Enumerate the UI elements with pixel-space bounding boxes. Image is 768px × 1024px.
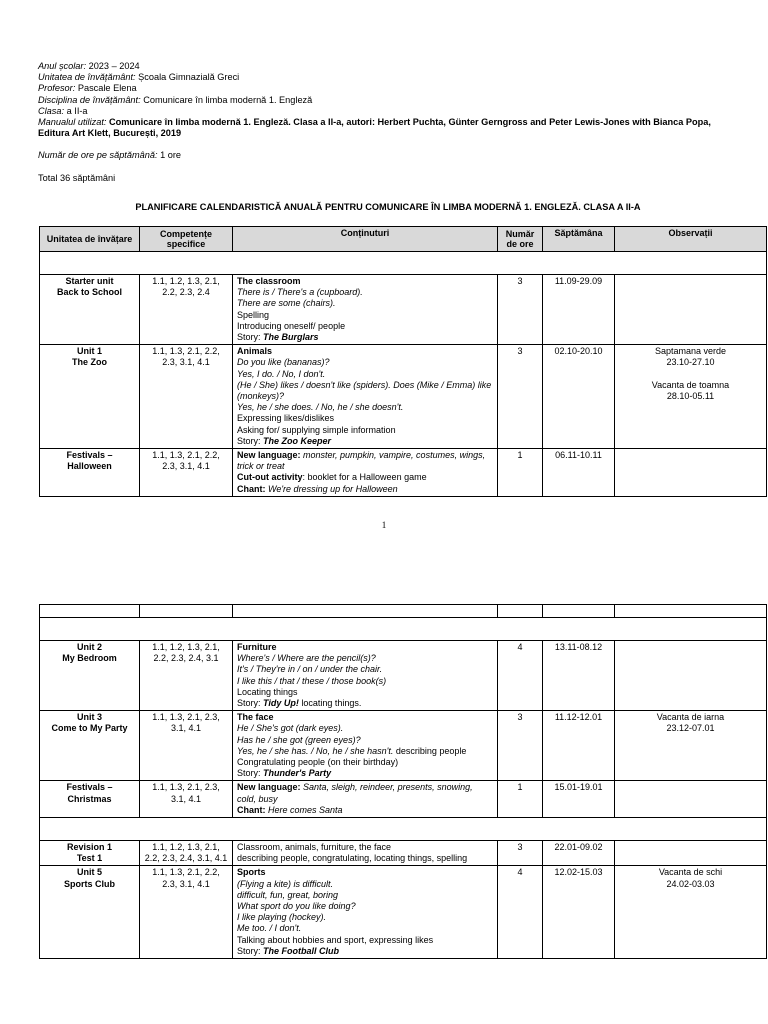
unit-name-line: Come to My Party <box>51 723 128 734</box>
table-row <box>40 711 767 781</box>
content-text: Classroom, animals, furniture, the face <box>237 842 392 853</box>
hours-cell: 4 <box>498 641 543 711</box>
contents-cell <box>233 641 498 711</box>
planning-table-page-1 <box>39 226 767 497</box>
content-text: Story: <box>237 435 264 446</box>
content-text: Story: <box>237 945 264 956</box>
observations-cell <box>615 641 767 711</box>
content-text: Animals <box>237 346 273 357</box>
content-text: Thunder's Party <box>263 768 332 779</box>
observations-cell <box>615 449 767 497</box>
table-row <box>40 866 767 959</box>
contents-cell <box>233 275 498 345</box>
hours-cell: 3 <box>498 345 543 449</box>
content-text: Chant: <box>237 804 268 815</box>
content-text: Yes, he / she does. / No, he / she doesn't. <box>237 402 404 413</box>
week-cell: 11.09-29.09 <box>543 275 615 345</box>
content-text: monster, pumpkin, vampire, costumes, wings, trick or treat <box>237 450 486 472</box>
content-text: Story: <box>237 698 264 709</box>
hours-cell: 1 <box>498 449 543 497</box>
content-text: Santa, sleigh, reindeer, presents, snowing, cold, busy <box>237 782 473 804</box>
content-line <box>237 380 493 402</box>
content-text: locating things. <box>298 698 362 709</box>
unit-name-line: Starter unit <box>65 276 114 286</box>
content-text: There are some (chairs). <box>237 298 336 309</box>
unit-name-line: Unit 2 <box>76 642 102 652</box>
document-header <box>38 61 738 184</box>
content-text: Do you like (bananas)? <box>237 357 330 368</box>
table-row <box>40 781 767 818</box>
content-text: Furniture <box>237 642 277 652</box>
unit-name-line: My Bedroom <box>62 653 117 664</box>
content-line <box>237 867 493 878</box>
content-text: He / She's got (dark eyes). <box>237 723 344 734</box>
content-text: The Burglars <box>263 332 319 343</box>
content-line <box>237 413 493 424</box>
unit-cell <box>40 841 140 866</box>
hours-cell: 3 <box>498 841 543 866</box>
document-title: PLANIFICARE CALENDARISTICĂ ANUALĂ PENTRU COMUNICARE ÎN LIMBA MODERNĂ 1. ENGLEZĂ. CLASA A II-A <box>135 202 641 212</box>
content-line <box>237 369 493 380</box>
content-line <box>237 768 493 779</box>
content-line <box>237 357 493 368</box>
competences-cell: 1.1, 1.3, 2.1, 2.2, 2.3, 3.1, 4.1 <box>140 345 233 449</box>
total-weeks-line: Total 36 săptămâni <box>38 172 116 183</box>
content-text: There is / There's a (cupboard). <box>237 287 363 298</box>
document-page-2 <box>0 538 768 1024</box>
observation-line: 23.10-27.10 <box>666 357 715 368</box>
content-text: Chant: <box>237 483 268 494</box>
content-text: The face <box>237 712 274 723</box>
observations-cell <box>615 841 767 866</box>
observations-cell <box>615 781 767 818</box>
planning-table-page-2 <box>39 604 767 959</box>
col-header-contents: Conținuturi <box>233 227 498 252</box>
content-line <box>237 436 493 447</box>
competences-cell: 1.1, 1.3, 2.1, 2.2, 2.3, 3.1, 4.1 <box>140 449 233 497</box>
content-text: We're dressing up for Halloween <box>268 483 398 494</box>
observation-line: Vacanta de schi <box>658 867 723 878</box>
table-row <box>40 841 767 866</box>
unit-name-line: Halloween <box>67 461 112 472</box>
content-text: The Zoo Keeper <box>263 435 332 446</box>
content-line <box>237 276 493 287</box>
content-line <box>237 879 493 890</box>
hours-cell: 3 <box>498 275 543 345</box>
week-cell: 02.10-20.10 <box>543 345 615 449</box>
unit-name-line: Christmas <box>67 793 112 804</box>
empty-header-row <box>40 605 767 618</box>
table-row <box>40 449 767 497</box>
week-cell: 06.11-10.11 <box>543 449 615 497</box>
observation-line: Saptamana verde <box>654 346 727 357</box>
content-line <box>237 332 493 343</box>
content-line <box>237 698 493 709</box>
content-line <box>237 805 493 816</box>
content-text: Locating things <box>237 686 298 697</box>
content-text: New language: <box>237 782 304 793</box>
unit-name-line: The Zoo <box>72 357 107 368</box>
content-line <box>237 310 493 321</box>
content-line <box>237 402 493 413</box>
content-text: The Football Club <box>263 945 340 956</box>
content-text: Where's / Where are the pencil(s)? <box>237 653 376 664</box>
unit-cell <box>40 866 140 959</box>
content-line <box>237 890 493 901</box>
manual-line: Manualul utilizat: Comunicare în limba modernă 1. Engleză. Clasa a II-a, autori: Herbert Puchta, Günter Gerngross and Peter Lewis-Jones with Bianca Popa, Editura Art Klett, București, 2019 <box>38 117 711 139</box>
spacer-cell <box>40 818 767 841</box>
content-text: (Flying a kite) is difficult. <box>237 878 334 889</box>
content-text: The classroom <box>237 276 301 286</box>
unit-cell <box>40 641 140 711</box>
content-line <box>237 912 493 923</box>
content-line <box>237 935 493 946</box>
table-row <box>40 345 767 449</box>
contents-cell <box>233 711 498 781</box>
content-line <box>237 923 493 934</box>
content-text: Yes, I do. / No, I don't. <box>237 368 326 379</box>
contents-cell <box>233 841 498 866</box>
content-line <box>237 757 493 768</box>
contents-cell <box>233 449 498 497</box>
competences-cell: 1.1, 1.3, 2.1, 2.2, 2.3, 3.1, 4.1 <box>140 866 233 959</box>
observation-line: Vacanta de toamna <box>651 379 730 390</box>
school-unit-line: Unitatea de învățământ: Școala Gimnazială Greci <box>38 72 240 83</box>
content-text: Yes, he / she has. / No, he / she hasn't. <box>237 745 394 756</box>
competences-cell: 1.1, 1.3, 2.1, 2.3, 3.1, 4.1 <box>140 781 233 818</box>
unit-name-line: Unit 1 <box>76 346 102 357</box>
content-text: Sports <box>237 867 266 878</box>
content-text: New language: <box>237 450 304 461</box>
unit-cell <box>40 711 140 781</box>
content-line <box>237 782 493 804</box>
observation-line: 24.02-03.03 <box>666 878 715 889</box>
content-line <box>237 298 493 309</box>
content-line <box>237 653 493 664</box>
unit-cell <box>40 345 140 449</box>
content-line <box>237 664 493 675</box>
content-text: describing people, congratulating, locating things, spelling <box>237 853 468 864</box>
content-text: Expressing likes/dislikes <box>237 413 335 424</box>
unit-cell <box>40 275 140 345</box>
week-cell: 13.11-08.12 <box>543 641 615 711</box>
col-header-observations: Observații <box>615 227 767 252</box>
content-line <box>237 842 493 853</box>
col-header-week: Săptămâna <box>543 227 615 252</box>
table-header-row <box>40 227 767 252</box>
content-line <box>237 346 493 357</box>
content-line <box>237 853 493 864</box>
content-text: I like playing (hockey). <box>237 912 327 923</box>
hours-per-week-line: Număr de ore pe săptămână: 1 ore <box>38 150 182 161</box>
unit-name-line: Test 1 <box>76 853 103 864</box>
week-cell: 11.12-12.01 <box>543 711 615 781</box>
competences-cell: 1.1, 1.2, 1.3, 2.1, 2.2, 2.3, 2.4, 3.1, 4.1 <box>140 841 233 866</box>
hours-cell: 1 <box>498 781 543 818</box>
unit-name-line: Revision 1 <box>66 842 113 853</box>
content-text: : booklet for a Halloween game <box>302 472 427 483</box>
content-text: I like this / that / these / those book(s) <box>237 675 387 686</box>
content-text: Me too. / I don't. <box>237 923 302 934</box>
content-text: Spelling <box>237 309 270 320</box>
content-line <box>237 712 493 723</box>
unit-name-line: Sports Club <box>64 878 115 889</box>
content-line <box>237 946 493 957</box>
competences-cell: 1.1, 1.2, 1.3, 2.1, 2.2, 2.3, 2.4, 3.1 <box>140 641 233 711</box>
week-cell: 12.02-15.03 <box>543 866 615 959</box>
unit-name-line: Back to School <box>56 287 122 298</box>
content-text: Story: <box>237 768 264 779</box>
col-header-unit: Unitatea de învățare <box>40 227 140 252</box>
content-text: Talking about hobbies and sport, expressing likes <box>237 934 434 945</box>
content-text: Introducing oneself/ people <box>237 320 346 331</box>
observations-cell <box>615 275 767 345</box>
content-text: difficult, fun, great, boring <box>237 889 339 900</box>
content-text: It's / They're in / on / under the chair. <box>237 664 383 675</box>
content-line <box>237 642 493 653</box>
content-line <box>237 450 493 472</box>
content-text: What sport do you like doing? <box>237 901 356 912</box>
content-line <box>237 472 493 483</box>
col-header-competences: Competențe specifice <box>140 227 233 252</box>
contents-cell <box>233 866 498 959</box>
content-line <box>237 735 493 746</box>
week-cell: 15.01-19.01 <box>543 781 615 818</box>
content-line <box>237 484 493 495</box>
unit-name-line: Festivals – <box>66 782 113 793</box>
school-year-line: Anul școlar: 2023 – 2024 <box>38 61 140 71</box>
contents-cell <box>233 781 498 818</box>
content-text: describing people <box>393 745 467 756</box>
content-text: Congratulating people (on their birthday) <box>237 757 399 768</box>
content-text: Cut-out activity <box>237 472 303 483</box>
content-line <box>237 287 493 298</box>
content-line <box>237 901 493 912</box>
content-text: Here comes Santa <box>268 804 343 815</box>
observation-line: 23.12-07.01 <box>666 723 715 734</box>
spacer-row <box>40 818 767 841</box>
competences-cell: 1.1, 1.3, 2.1, 2.3, 3.1, 4.1 <box>140 711 233 781</box>
subject-line: Disciplina de învățământ: Comunicare în limba modernă 1. Engleză <box>38 94 313 105</box>
content-line <box>237 723 493 734</box>
content-line <box>237 676 493 687</box>
observation-line: Vacanta de iarna <box>656 712 725 723</box>
hours-cell: 3 <box>498 711 543 781</box>
content-text: Asking for/ supplying simple information <box>237 424 396 435</box>
observations-cell <box>615 866 767 959</box>
content-line <box>237 687 493 698</box>
table-row <box>40 275 767 345</box>
content-line <box>237 746 493 757</box>
observations-cell <box>615 711 767 781</box>
spacer-row <box>40 618 767 641</box>
unit-cell <box>40 449 140 497</box>
content-line <box>237 425 493 436</box>
spacer-row <box>40 252 767 275</box>
contents-cell <box>233 345 498 449</box>
unit-name-line: Unit 5 <box>76 867 102 878</box>
content-text: Has he / she got (green eyes)? <box>237 734 361 745</box>
class-line: Clasa: a II-a <box>38 105 88 116</box>
unit-name-line: Festivals – <box>66 450 113 461</box>
observation-line <box>619 369 762 380</box>
unit-name-line: Unit 3 <box>76 712 102 723</box>
content-text: Tidy Up! <box>263 698 299 709</box>
hours-cell: 4 <box>498 866 543 959</box>
observation-line: 28.10-05.11 <box>666 391 715 402</box>
col-header-hours: Număr de ore <box>498 227 543 252</box>
page-number: 1 <box>381 520 387 530</box>
teacher-line: Profesor: Pascale Elena <box>38 83 137 94</box>
competences-cell: 1.1, 1.2, 1.3, 2.1, 2.2, 2.3, 2.4 <box>140 275 233 345</box>
table-row <box>40 641 767 711</box>
content-text: (He / She) likes / doesn't like (spiders). Does (Mike / Emma) like (monkeys)? <box>237 379 492 402</box>
unit-cell <box>40 781 140 818</box>
week-cell: 22.01-09.02 <box>543 841 615 866</box>
content-line <box>237 321 493 332</box>
observations-cell <box>615 345 767 449</box>
content-text: Story: <box>237 332 264 343</box>
